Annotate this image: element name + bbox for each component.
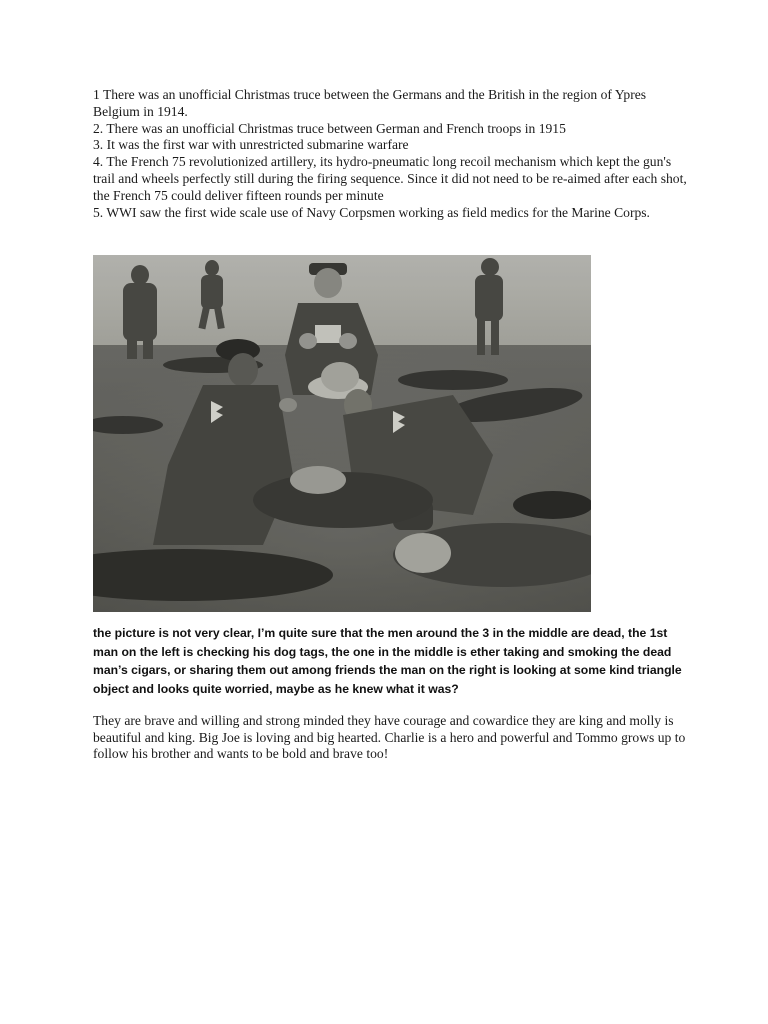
character-descriptions: They are brave and willing and strong minded they have courage and cowardice they are king and molly is beautiful and king. Big Joe is loving and big hearted. Charlie is a hero and powerful and Tommo grows up to follow his brother and wants to be bold and brave too!	[93, 713, 686, 761]
wwi-field-medics-photo	[93, 255, 591, 612]
fact-item: 3. It was the first war with unrestricted submarine warfare	[93, 137, 409, 153]
photo-caption: the picture is not very clear, I’m quite sure that the men around the 3 in the middle are dead, the 1st man on the left is checking his dog tags, the one in the middle is ether taking and smoking the dead man’s cigars, or sharing them out among friends the man on the right is looking at some kind triangle object and looks quite worried, maybe as he knew what it was?	[93, 626, 682, 696]
fact-item: 2. There was an unofficial Christmas truce between German and French troops in 1915	[93, 120, 566, 136]
fact-item: 5. WWI saw the first wide scale use of Navy Corpsmen working as field medics for the Marine Corps.	[93, 204, 650, 220]
fact-item: 4. The French 75 revolutionized artillery, its hydro-pneumatic long recoil mechanism which kept the gun's trail and wheels perfectly still during the firing sequence. Since it did not need to be re-aimed after each shot, the French 75 could deliver fifteen rounds per minute	[93, 154, 687, 203]
photo-icon	[93, 255, 591, 612]
fact-item: 1 There was an unofficial Christmas truce between the Germans and the British in the region of Ypres Belgium in 1914.	[93, 87, 647, 119]
facts-list	[93, 87, 693, 221]
